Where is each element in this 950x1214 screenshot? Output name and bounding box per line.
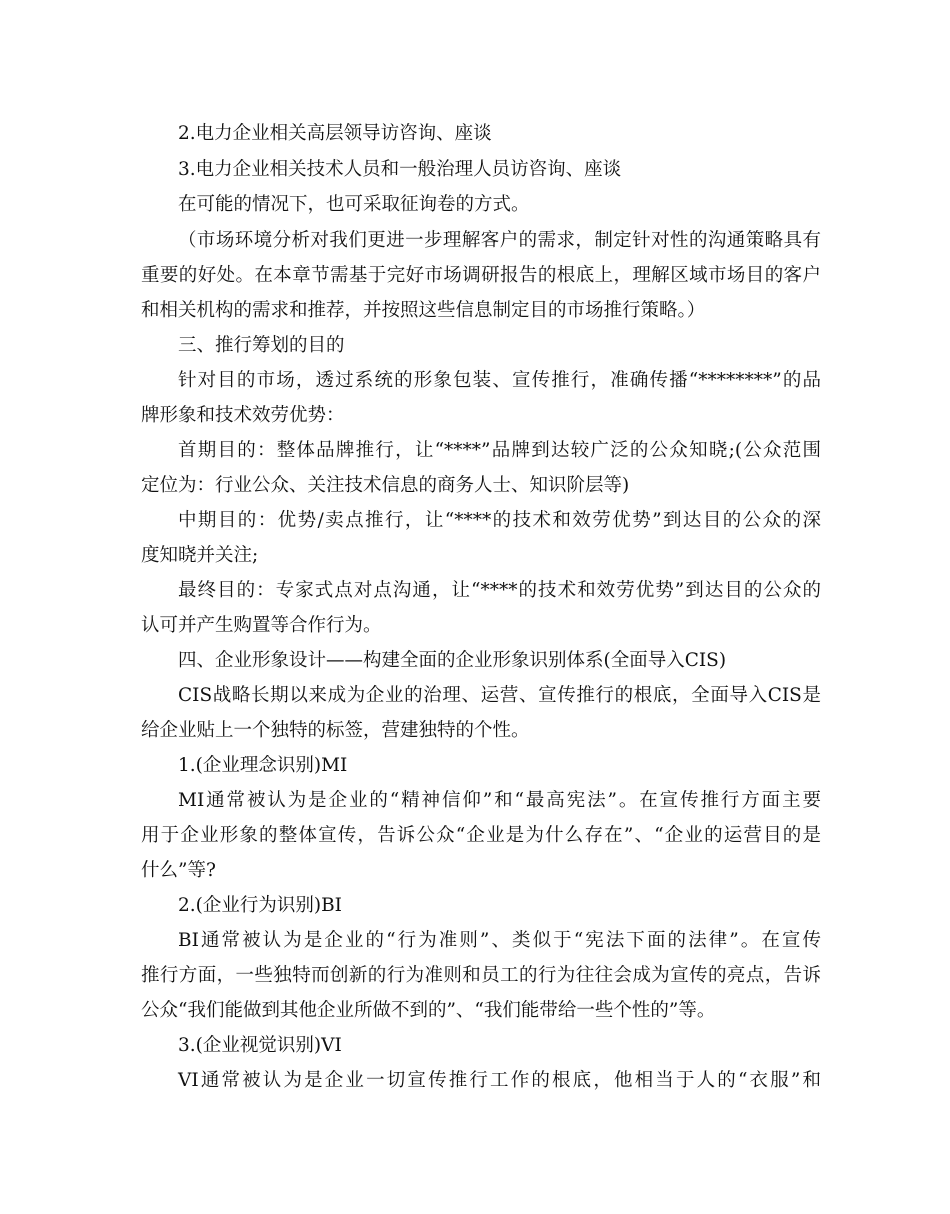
subsection-heading: 3.(企业视觉识别)VI: [178, 1035, 342, 1056]
paragraph-line: 度知晓并关注;: [141, 545, 259, 566]
paragraph-line: 中期目的：优势/卖点推行，让“****的技术和效劳优势”到达目的公众的深: [178, 510, 821, 531]
section-heading: 三、推行筹划的目的: [178, 335, 345, 356]
paragraph-line: 给企业贴上一个独特的标签，营建独特的个性。: [141, 720, 530, 741]
subsection-heading: 1.(企业理念识别)MI: [178, 755, 348, 776]
paragraph-line: 和相关机构的需求和推荐，并按照这些信息制定目的市场推行策略。）: [141, 300, 706, 321]
list-item-3: 3.电力企业相关技术人员和一般治理人员访咨询、座谈: [178, 159, 622, 180]
paragraph-line: MI通常被认为是企业的“精神信仰”和“最高宪法”。在宣传推行方面主要: [178, 790, 821, 811]
paragraph-line: CIS战略长期以来成为企业的治理、运营、宣传推行的根底，全面导入CIS是: [178, 685, 821, 706]
paragraph-line: 在可能的情况下，也可采取征询卷的方式。: [178, 194, 530, 215]
paragraph-line: 首期目的：整体品牌推行，让“****”品牌到达较广泛的公众知晓;(公众范围: [178, 440, 821, 461]
subsection-heading: 2.(企业行为识别)BI: [178, 895, 342, 916]
paragraph-line: 认可并产生购置等合作行为。: [141, 615, 382, 636]
paragraph-line: BI通常被认为是企业的“行为准则”、类似于“宪法下面的法律”。在宣传: [178, 930, 821, 951]
paragraph-line: 公众“我们能做到其他企业所做不到的”、“我们能带给一些个性的”等。: [141, 1000, 716, 1021]
paragraph-line: 重要的好处。在本章节需基于完好市场调研报告的根底上，理解区域市场目的客户: [141, 265, 821, 286]
paragraph-line: VI通常被认为是企业一切宣传推行工作的根底，他相当于人的“衣服”和: [178, 1070, 821, 1091]
paragraph-line: 最终目的：专家式点对点沟通，让“****的技术和效劳优势”到达目的公众的: [178, 580, 821, 601]
paragraph-line: （市场环境分析对我们更进一步理解客户的需求，制定针对性的沟通策略具有: [178, 230, 821, 251]
paragraph-line: 用于企业形象的整体宣传，告诉公众“企业是为什么存在”、“企业的运营目的是: [141, 825, 821, 846]
paragraph-line: 什么”等?: [141, 860, 216, 881]
paragraph-line: 针对目的市场，透过系统的形象包装、宣传推行，准确传播“********”的品: [178, 370, 821, 391]
paragraph-line: 推行方面，一些独特而创新的行为准则和员工的行为往往会成为宣传的亮点，告诉: [141, 965, 821, 986]
section-heading: 四、企业形象设计——构建全面的企业形象识别体系(全面导入CIS): [178, 650, 727, 671]
paragraph-line: 定位为：行业公众、关注技术信息的商务人士、知识阶层等): [141, 475, 630, 496]
list-item-2: 2.电力企业相关高层领导访咨询、座谈: [178, 123, 492, 144]
paragraph-line: 牌形象和技术效劳优势：: [141, 405, 345, 426]
